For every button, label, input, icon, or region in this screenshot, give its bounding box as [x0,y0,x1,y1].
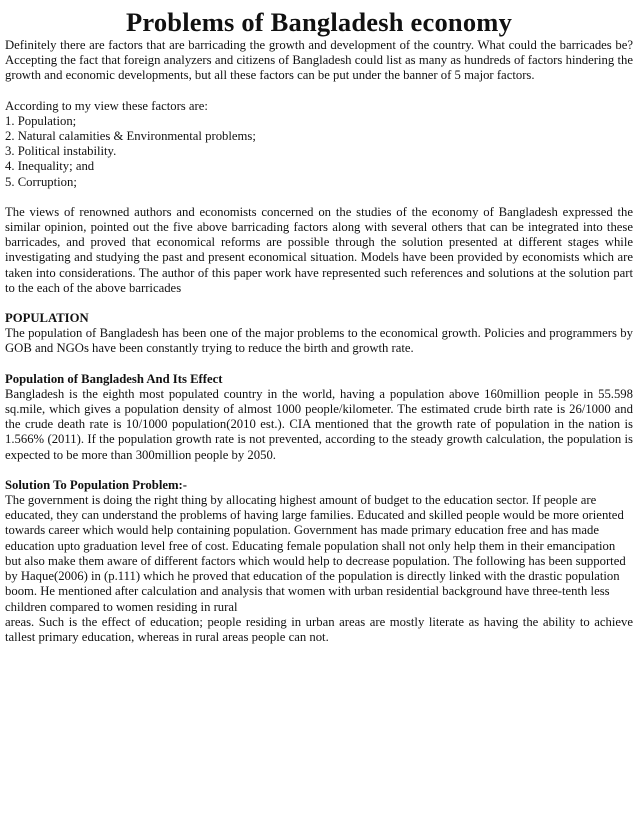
solution-paragraph: The government is doing the right thing by allocating highest amount of budget to the education sector. If people are educated, they can understand the problems of having large families. Educated and skilled people would be more oriented towards career which would help containing population. Government has made primary education free and has made education upto graduation level free of cost. Educating female population shall not only help them in their emancipation but also make them aware of different factors which would help to decrease population. The following has been supported by Haque(2006) in (p.111) which he proved that education of the population is directly linked with the drastic population boom. He mentioned after calculation and analysis that women with urban residential background have three-tenth less children compared to women residing in rural [5,493,626,614]
spacer [5,463,633,478]
spacer [5,357,633,372]
solution-paragraph-continued: areas. Such is the effect of education; people residing in urban areas are mostly literate as having the ability to achieve tallest primary education, whereas in rural areas people can not. [5,614,633,644]
factor-item: 3. Political instability. [5,144,117,159]
intro-paragraph: Definitely there are factors that are barricading the growth and development of the country. What could the barricades be? Accepting the fact that foreign analyzers and citizens of Bangladesh could list as many as hundreds of factors hindering the growth and economic developments, but all these factors can be put under the banner of 5 major factors. [5,38,633,83]
population-paragraph: The population of Bangladesh has been one of the major problems to the economical growth. Policies and programmers by GOB and NGOs have been constantly trying to reduce the birth and growth rate. [5,326,633,356]
spacer [5,84,633,99]
population-heading: POPULATION [5,311,89,326]
effect-paragraph: Bangladesh is the eighth most populated country in the world, having a population above 160million people in 55.598 sq.mile, which gives a population density of almost 1000 people/kilometer. The estimated crude birth rate is 26/1000 and the crude death rate is 10/1000 population(2010 est.). CIA mentioned that the growth rate of population in the nation is 1.566% (2011). If the population growth rate is not prevented, according to the steady growth calculation, the population is expected to be more than 300million people by 2050. [5,386,633,462]
spacer [5,296,633,311]
factor-item: 1. Population; [5,113,77,128]
effect-heading: Population of Bangladesh And Its Effect [5,371,223,386]
document [5,0,633,645]
factors-intro: According to my view these factors are: [5,98,208,113]
factor-item: 5. Corruption; [5,174,77,189]
factor-item: 4. Inequality; and [5,159,95,174]
spacer [5,190,633,205]
factors-list [5,114,633,190]
page-title: Problems of Bangladesh economy [125,7,513,37]
factor-item: 2. Natural calamities & Environmental problems; [5,129,256,144]
views-paragraph: The views of renowned authors and economists concerned on the studies of the economy of Bangladesh expressed the similar opinion, pointed out the five above barricading factors along with several others that can be integrated into these barricades, and proved that economical reforms are possible through the solution presented at different stages while investigating and studying the past and present economical situation. Models have been provided by economists which are taken into considerations. The author of this paper work have represented such references and solutions at the solution part to the each of the above barricades [5,204,633,295]
solution-heading: Solution To Population Problem:- [5,477,188,492]
